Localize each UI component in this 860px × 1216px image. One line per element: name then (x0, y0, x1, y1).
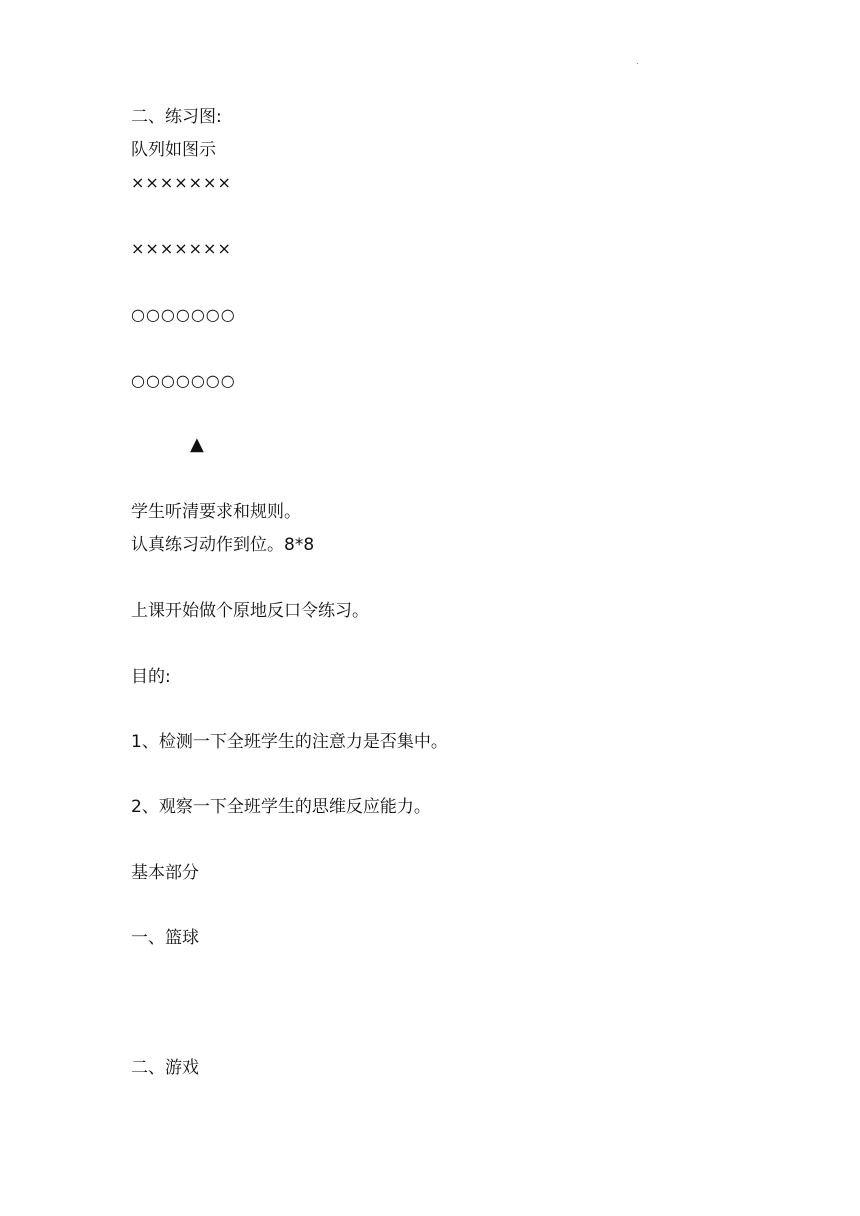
formation-row-x-1: ××××××× (131, 173, 232, 192)
formation-row-o-1: ○○○○○○○ (131, 305, 236, 324)
instruction-practice: 认真练习动作到位。8*8 (131, 535, 315, 555)
header-dot: . (636, 57, 639, 66)
formation-row-x-2: ××××××× (131, 239, 232, 258)
formation-row-o-2: ○○○○○○○ (131, 371, 236, 390)
instruction-reverse-command: 上课开始做个原地反口令练习。 (131, 601, 369, 621)
purpose-item-1: 1、检测一下全班学生的注意力是否集中。 (131, 732, 448, 752)
purpose-heading: 目的: (131, 667, 171, 687)
section-basketball: 一、篮球 (131, 928, 199, 948)
instruction-listen: 学生听清要求和规则。 (131, 502, 301, 522)
formation-caption: 队列如图示 (131, 140, 216, 160)
teacher-triangle-marker: ▲ (190, 434, 204, 455)
section-title-practice-diagram: 二、练习图: (131, 107, 222, 127)
section-basic-part: 基本部分 (131, 863, 199, 883)
purpose-item-2: 2、观察一下全班学生的思维反应能力。 (131, 797, 431, 817)
section-game: 二、游戏 (131, 1058, 199, 1078)
